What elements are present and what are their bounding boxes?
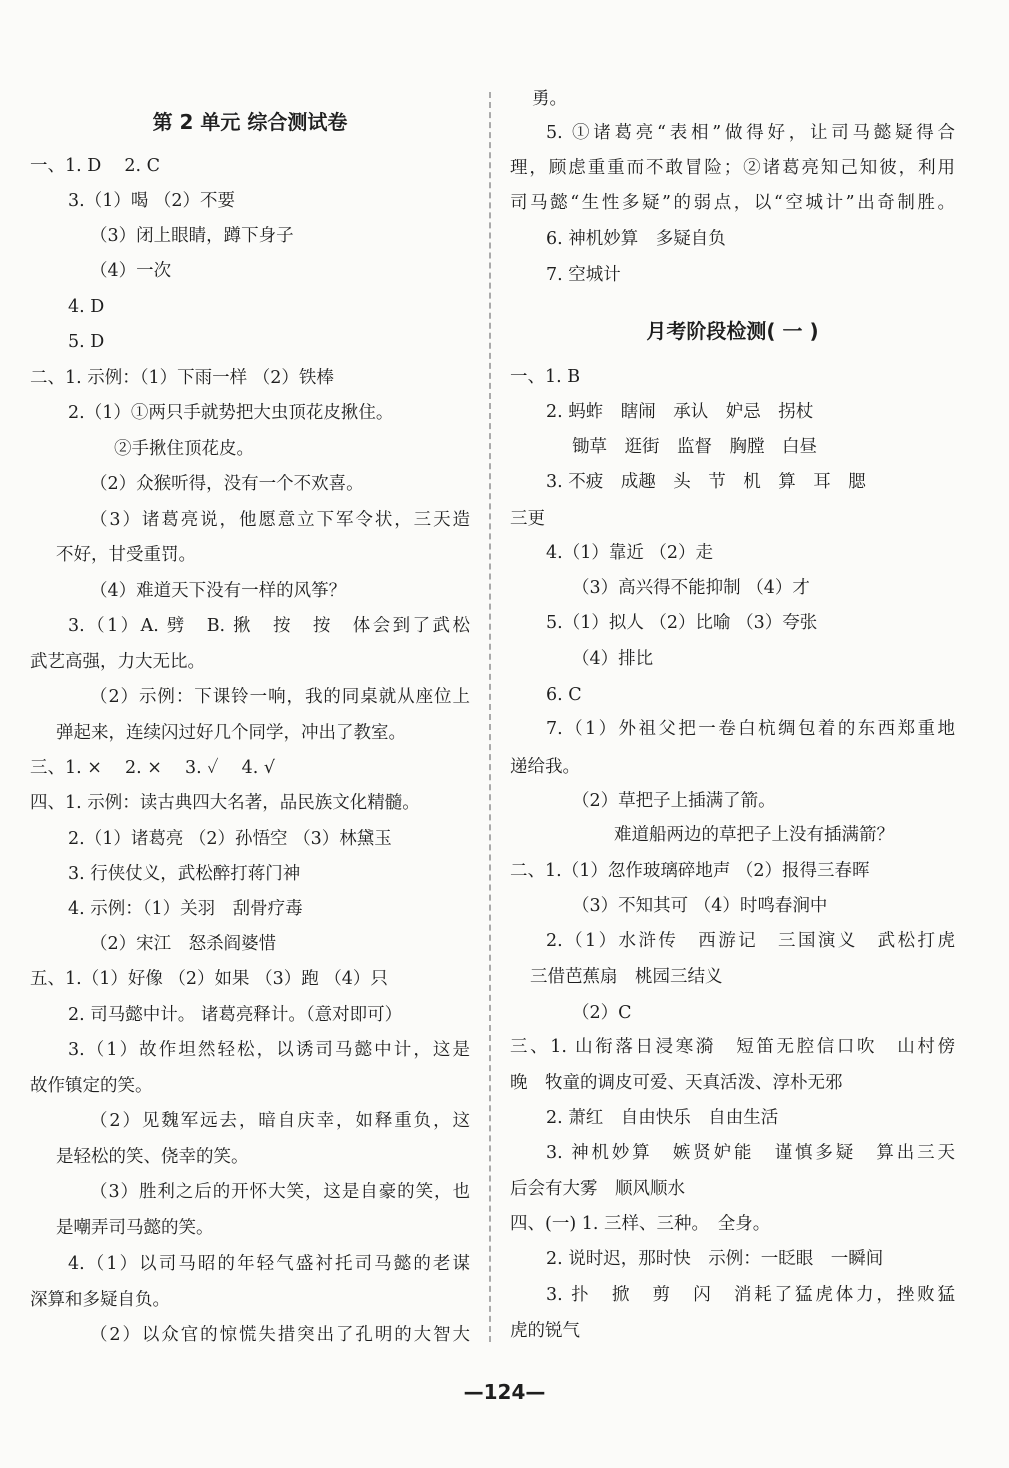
text-line: 深算和多疑自负。 <box>30 1290 170 1310</box>
text-line: 是轻松的笑、侥幸的笑。 <box>56 1147 249 1167</box>
text-line: （3）诸葛亮说，他愿意立下军令状，三天造 <box>90 510 470 530</box>
text-line: 一、1. D 2. C <box>30 156 161 176</box>
text-line: 虎的锐气 <box>510 1321 580 1341</box>
section-title-unit-2: 第 2 单元 综合测试卷 <box>152 110 348 134</box>
text-line: 难道船两边的草把子上没有插满箭？ <box>614 825 894 845</box>
text-line: 不好，甘受重罚。 <box>56 545 196 565</box>
column-divider <box>489 92 491 1342</box>
text-line: （3）闭上眼睛，蹲下身子 <box>90 226 294 246</box>
text-line: 2.（1）①两只手就势把大虫顶花皮揪住。 <box>68 403 394 423</box>
text-line: 递给我。 <box>510 757 580 777</box>
text-line: 4. D <box>68 297 105 317</box>
text-line: 6. C <box>546 685 582 705</box>
text-line: 四、1. 示例：读古典四大名著，品民族文化精髓。 <box>30 793 420 813</box>
text-line: （2）以众官的惊慌失措突出了孔明的大智大 <box>90 1325 470 1345</box>
text-line: 3.（1）喝 （2）不要 <box>68 191 236 211</box>
text-line: 锄草 逛街 监督 胸膛 白昼 <box>572 437 817 457</box>
text-line: （2）众猴听得，没有一个不欢喜。 <box>90 474 364 494</box>
text-line: 一、1. B <box>510 367 581 387</box>
text-line: 2. 说时迟，那时快 示例：一眨眼 一瞬间 <box>546 1249 884 1269</box>
text-line: 司马懿“生性多疑”的弱点，以“空城计”出奇制胜。 <box>510 193 955 213</box>
text-line: 3. 扑 掀 剪 闪 消耗了猛虎体力，挫败猛 <box>546 1285 955 1305</box>
text-line: 2.（1）诸葛亮 （2）孙悟空 （3）林黛玉 <box>68 829 392 849</box>
text-line: 三、1. × 2. × 3. ✓ 4. √ <box>30 758 275 778</box>
text-line: 故作镇定的笑。 <box>30 1076 153 1096</box>
text-line: （4）一次 <box>90 261 172 281</box>
text-line: 2. 司马懿中计。 诸葛亮释计。（意对即可） <box>68 1005 403 1025</box>
text-line: 3. 不疲 成趣 头 节 机 算 耳 腮 <box>546 472 866 492</box>
text-line: 2.（1）水浒传 西游记 三国演义 武松打虎 <box>546 931 955 951</box>
text-line: 是嘲弄司马懿的笑。 <box>56 1218 214 1238</box>
text-line: ②手揪住顶花皮。 <box>114 439 254 459</box>
text-line: 三借芭蕉扇 桃园三结义 <box>530 967 723 987</box>
text-line: 晚 牧童的调皮可爱、天真活泼、淳朴无邪 <box>510 1073 843 1093</box>
text-line: （3）胜利之后的开怀大笑，这是自豪的笑，也 <box>90 1182 470 1202</box>
text-line: （3）不知其可 （4）时鸣春涧中 <box>572 896 828 916</box>
text-line: 四、(一) 1. 三样、三种。 全身。 <box>510 1214 771 1234</box>
text-line: 5. ①诸葛亮“表相”做得好，让司马懿疑得合 <box>546 123 955 143</box>
text-line: 3.（1）故作坦然轻松，以诱司马懿中计，这是 <box>68 1040 470 1060</box>
text-line: 3. 行侠仗义，武松醉打蒋门神 <box>68 864 301 884</box>
text-line: 3. 神机妙算 嫉贤妒能 谨慎多疑 算出三天 <box>546 1143 955 1163</box>
text-line: 4. 示例：（1）关羽 刮骨疗毒 <box>68 899 303 919</box>
text-line: 4.（1）靠近 （2）走 <box>546 543 714 563</box>
text-line: 4.（1）以司马昭的年轻气盛衬托司马懿的老谋 <box>68 1254 470 1274</box>
text-line: 3.（1）A. 劈 B. 揪 按 按 体会到了武松 <box>68 616 470 636</box>
text-line: （4）排比 <box>572 649 654 669</box>
text-line: 二、1. 示例：（1）下雨一样 （2）铁棒 <box>30 368 334 388</box>
text-line: （4）难道天下没有一样的风筝？ <box>90 581 347 601</box>
text-line: 五、1.（1）好像 （2）如果 （3）跑 （4）只 <box>30 969 388 989</box>
text-line: 7.（1）外祖父把一卷白杭绸包着的东西郑重地 <box>546 719 955 739</box>
text-line: （2）示例：下课铃一响，我的同桌就从座位上 <box>90 687 470 707</box>
text-line: 勇。 <box>532 89 567 109</box>
text-line: 6. 神机妙算 多疑自负 <box>546 229 726 249</box>
text-line: （3）高兴得不能抑制 （4）才 <box>572 578 810 598</box>
text-line: 5.（1）拟人 （2）比喻 （3）夸张 <box>546 613 818 633</box>
text-line: （2）见魏军远去，暗自庆幸，如释重负，这 <box>90 1111 470 1131</box>
text-line: 三、1. 山衔落日浸寒漪 短笛无腔信口吹 山村傍 <box>510 1037 955 1057</box>
text-line: 5. D <box>68 332 105 352</box>
section-title-monthly-test: 月考阶段检测( 一 ) <box>646 319 819 343</box>
page-number: —124— <box>463 1380 546 1404</box>
text-line: 三更 <box>510 509 545 529</box>
text-line: 7. 空城计 <box>546 265 621 285</box>
text-line: 2. 蚂蚱 瞎闹 承认 妒忌 拐杖 <box>546 402 814 422</box>
text-line: （2）草把子上插满了箭。 <box>572 791 776 811</box>
text-line: （2）宋江 怒杀阎婆惜 <box>90 934 277 954</box>
text-line: 2. 萧红 自由快乐 自由生活 <box>546 1108 779 1128</box>
text-line: （2）C <box>572 1003 632 1023</box>
text-line: 二、1.（1）忽作玻璃碎地声 （2）报得三春晖 <box>510 861 870 881</box>
text-line: 理，顾虑重重而不敢冒险；②诸葛亮知己知彼，利用 <box>510 158 955 178</box>
text-line: 后会有大雾 顺风顺水 <box>510 1179 685 1199</box>
text-line: 弹起来，连续闪过好几个同学，冲出了教室。 <box>56 723 406 743</box>
text-line: 武艺高强，力大无比。 <box>30 652 205 672</box>
